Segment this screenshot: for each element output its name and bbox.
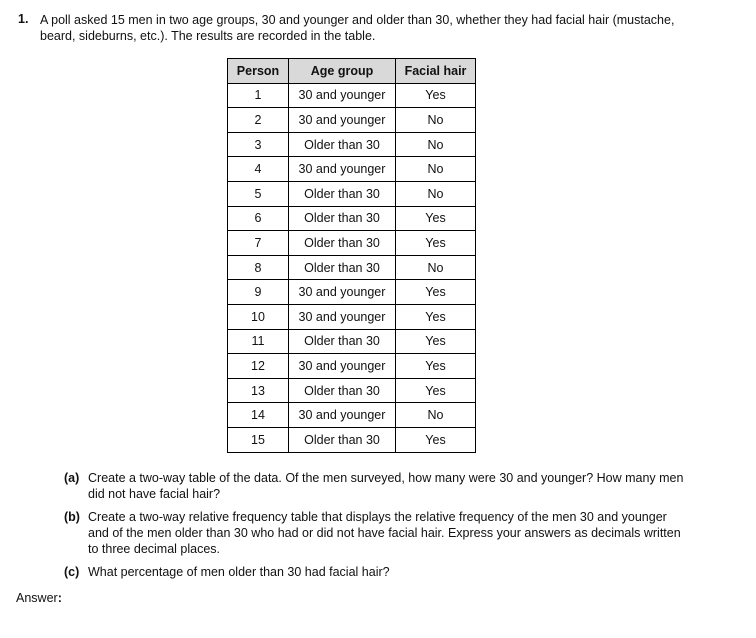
part-c-text: What percentage of men older than 30 had facial hair?: [88, 565, 390, 579]
table-row: [228, 157, 476, 182]
table-row: [228, 304, 476, 329]
cell-age-group: Older than 30: [289, 206, 396, 231]
answer-text: Answer: [16, 591, 58, 605]
cell-age-group: 30 and younger: [289, 403, 396, 428]
cell-facial-hair: No: [396, 157, 476, 182]
table-header-row: [228, 59, 476, 84]
part-a-text: Create a two-way table of the data. Of the men surveyed, how many were 30 and younger? How many men did not have facial hair?: [88, 471, 684, 501]
cell-age-group: Older than 30: [289, 329, 396, 354]
table-row: [228, 403, 476, 428]
table-row: [228, 83, 476, 108]
cell-person: 7: [228, 231, 289, 256]
table-row: [228, 378, 476, 403]
question-parts: [64, 470, 684, 587]
cell-facial-hair: Yes: [396, 329, 476, 354]
cell-age-group: 30 and younger: [289, 83, 396, 108]
cell-person: 6: [228, 206, 289, 231]
table-row: [228, 206, 476, 231]
question-number: 1.: [18, 12, 29, 26]
cell-person: 14: [228, 403, 289, 428]
cell-person: 3: [228, 132, 289, 157]
cell-person: 13: [228, 378, 289, 403]
table-row: [228, 329, 476, 354]
cell-person: 10: [228, 304, 289, 329]
cell-person: 1: [228, 83, 289, 108]
table-row: [228, 231, 476, 256]
cell-age-group: 30 and younger: [289, 280, 396, 305]
cell-person: 8: [228, 255, 289, 280]
header-age-group: Age group: [289, 59, 396, 84]
table-row: [228, 427, 476, 452]
part-b-text: Create a two-way relative frequency table that displays the relative frequency of the men 30 and younger and of the men older than 30 who had or did not have facial hair. Express your answers as decimals written to three decimal places.: [88, 510, 681, 556]
table-row: [228, 132, 476, 157]
part-c: [64, 564, 684, 580]
cell-facial-hair: No: [396, 132, 476, 157]
cell-facial-hair: Yes: [396, 304, 476, 329]
table-body: [228, 83, 476, 452]
part-a: [64, 470, 684, 502]
table-row: [228, 354, 476, 379]
part-b: [64, 509, 684, 557]
cell-age-group: 30 and younger: [289, 157, 396, 182]
cell-facial-hair: No: [396, 403, 476, 428]
cell-age-group: 30 and younger: [289, 354, 396, 379]
cell-facial-hair: Yes: [396, 378, 476, 403]
cell-facial-hair: No: [396, 255, 476, 280]
cell-person: 5: [228, 181, 289, 206]
cell-facial-hair: Yes: [396, 354, 476, 379]
part-b-label: (b): [64, 510, 80, 524]
cell-facial-hair: No: [396, 181, 476, 206]
cell-age-group: Older than 30: [289, 427, 396, 452]
table-row: [228, 255, 476, 280]
answer-label: [16, 591, 62, 605]
cell-facial-hair: Yes: [396, 427, 476, 452]
cell-facial-hair: Yes: [396, 83, 476, 108]
table-row: [228, 181, 476, 206]
header-person: Person: [228, 59, 289, 84]
cell-age-group: 30 and younger: [289, 304, 396, 329]
table-row: [228, 108, 476, 133]
cell-facial-hair: No: [396, 108, 476, 133]
cell-age-group: Older than 30: [289, 132, 396, 157]
cell-age-group: Older than 30: [289, 255, 396, 280]
cell-age-group: 30 and younger: [289, 108, 396, 133]
cell-person: 2: [228, 108, 289, 133]
answer-colon: :: [57, 591, 62, 605]
table-row: [228, 280, 476, 305]
cell-person: 11: [228, 329, 289, 354]
cell-age-group: Older than 30: [289, 378, 396, 403]
cell-person: 12: [228, 354, 289, 379]
cell-age-group: Older than 30: [289, 181, 396, 206]
cell-person: 9: [228, 280, 289, 305]
cell-person: 4: [228, 157, 289, 182]
cell-facial-hair: Yes: [396, 231, 476, 256]
header-facial-hair: Facial hair: [396, 59, 476, 84]
cell-facial-hair: Yes: [396, 206, 476, 231]
cell-person: 15: [228, 427, 289, 452]
part-c-label: (c): [64, 565, 80, 579]
cell-age-group: Older than 30: [289, 231, 396, 256]
cell-facial-hair: Yes: [396, 280, 476, 305]
part-a-label: (a): [64, 471, 80, 485]
poll-data-table: [227, 58, 476, 453]
question-intro: A poll asked 15 men in two age groups, 30 and younger and older than 30, whether they had facial hair (mustache, beard, sideburns, etc.). The results are recorded in the table.: [40, 13, 675, 43]
